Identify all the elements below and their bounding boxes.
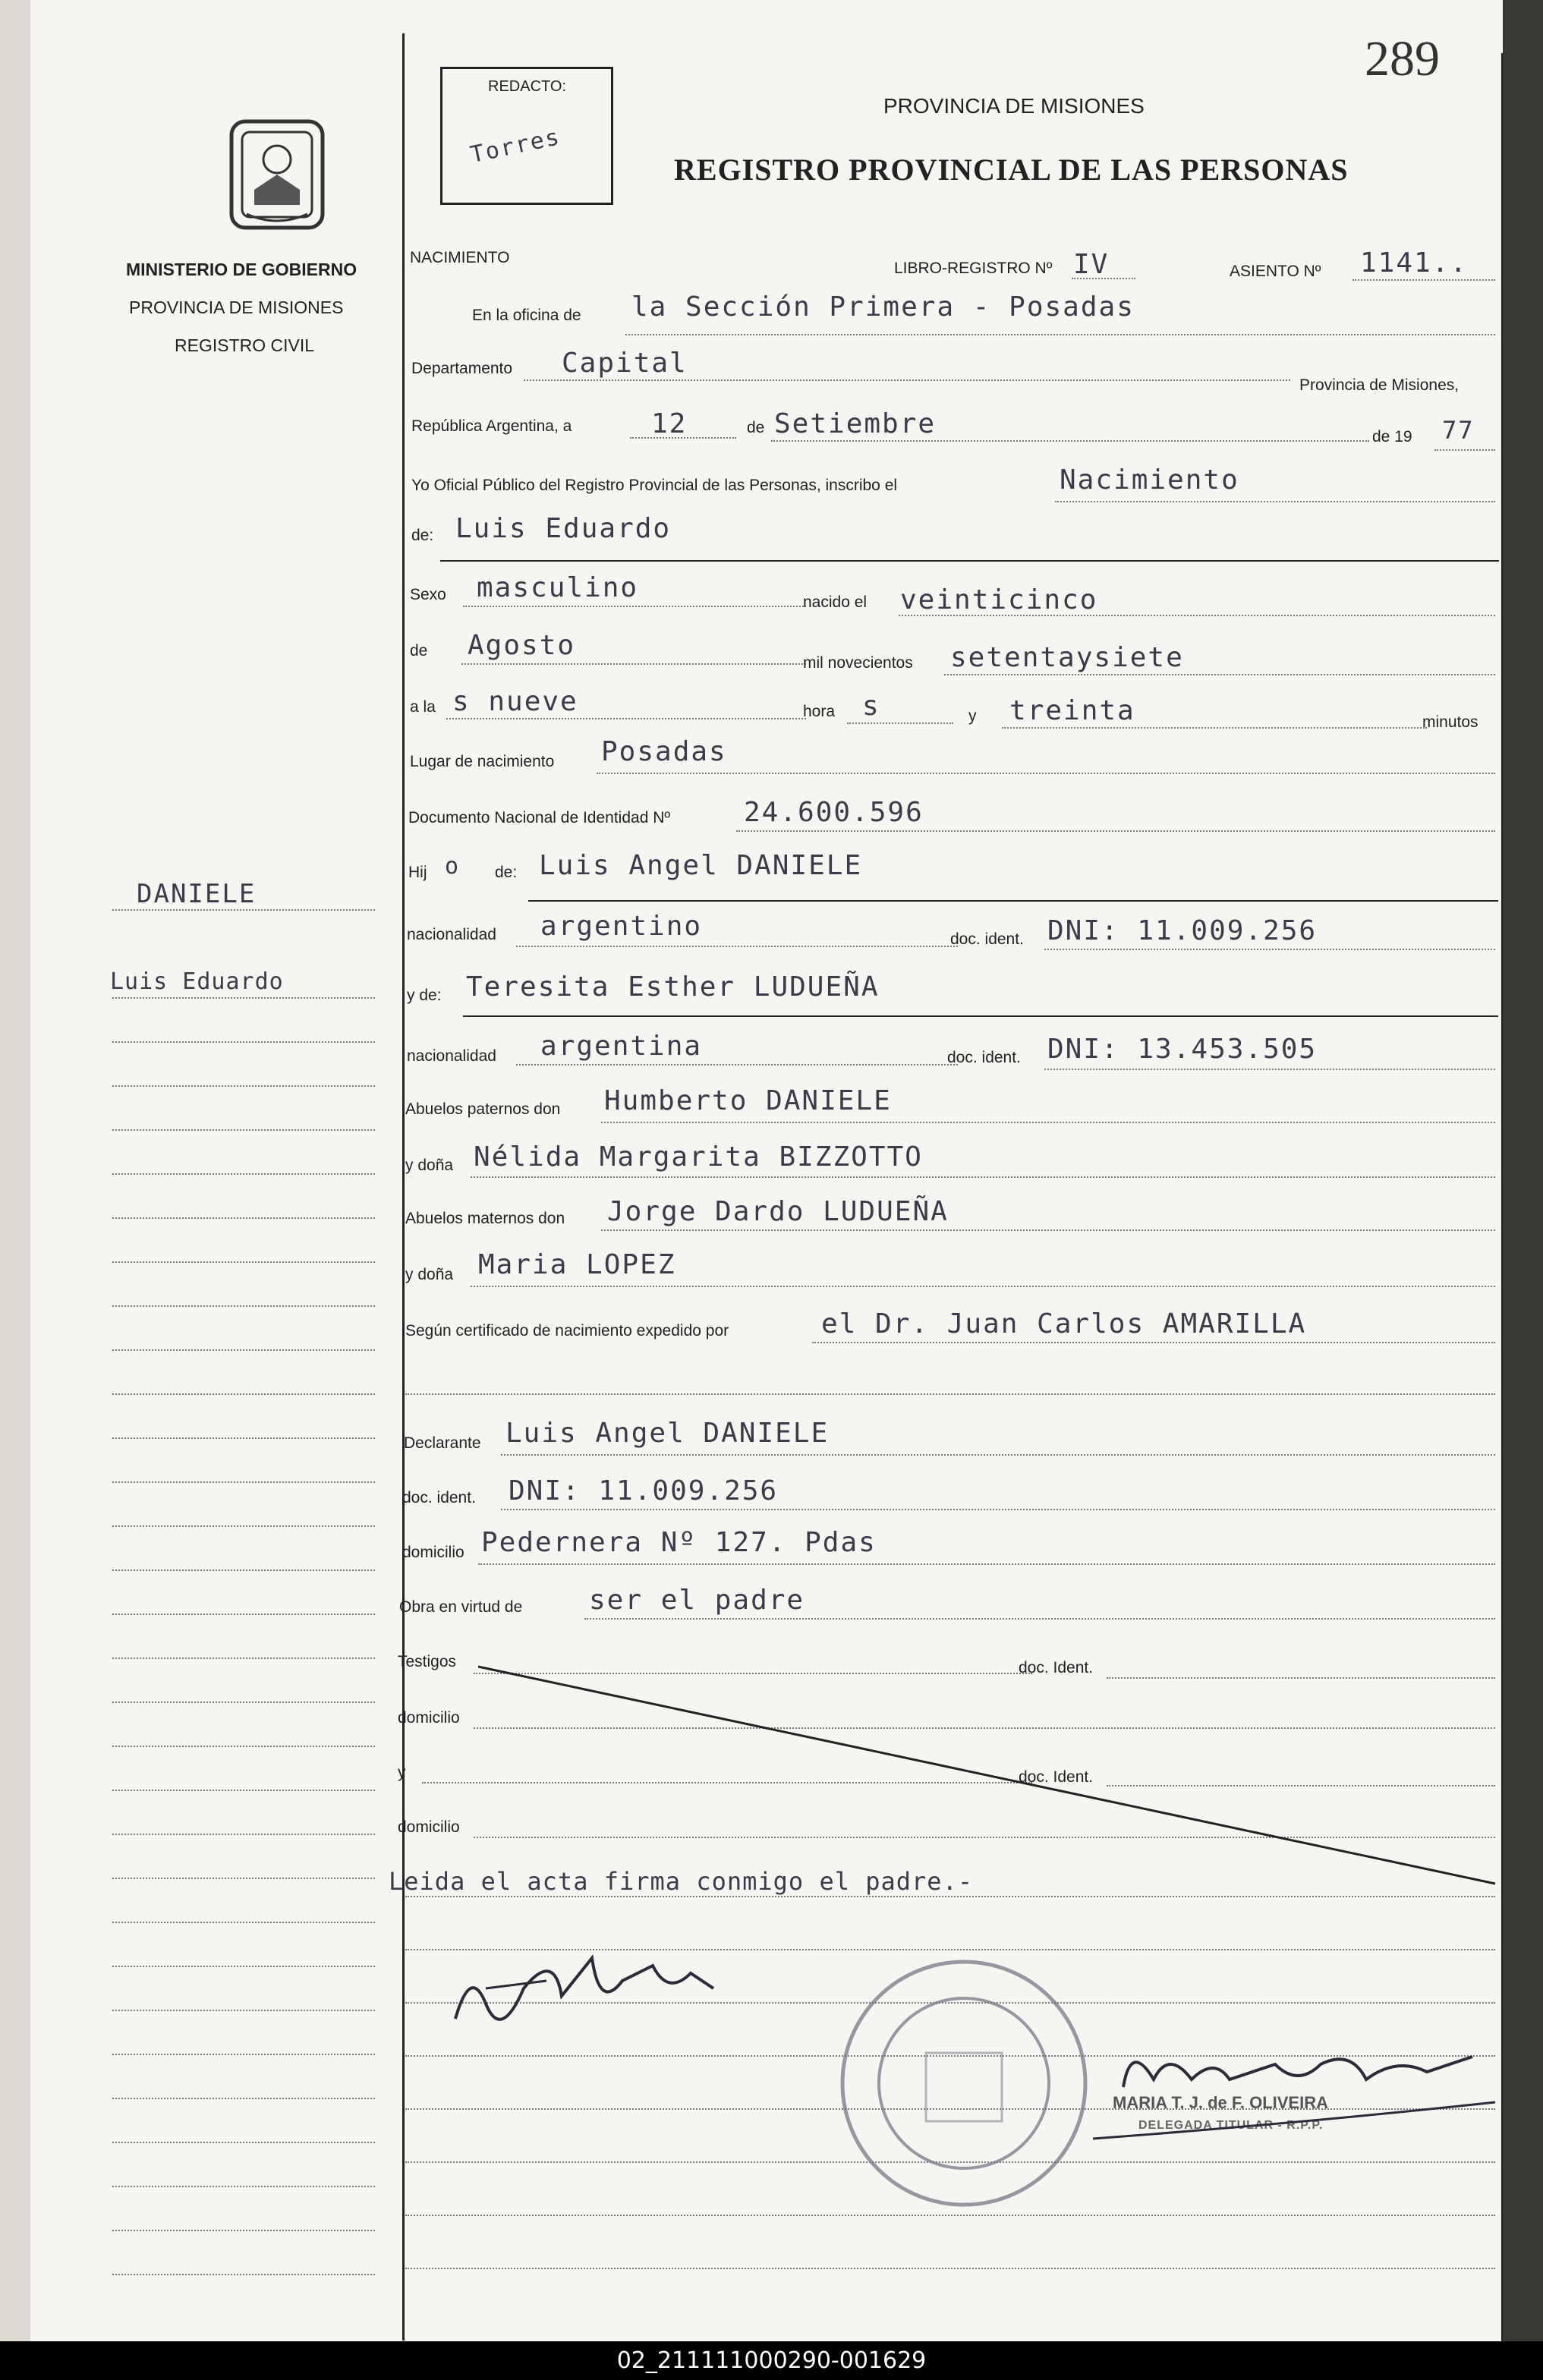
sidebar-empty-line xyxy=(112,1966,375,1967)
abuelos-p-dona: Nélida Margarita BIZZOTTO xyxy=(474,1141,923,1173)
asiento-line xyxy=(1352,279,1495,281)
father-doc-value: DNI: 11.009.256 xyxy=(1047,915,1318,946)
certificado-line xyxy=(812,1342,1495,1343)
lugar-value: Posadas xyxy=(601,736,727,767)
sidebar-empty-line xyxy=(112,1658,375,1659)
mil-label: mil novecientos xyxy=(803,654,913,672)
lugar-label: Lugar de nacimiento xyxy=(410,753,555,770)
page-empty-line xyxy=(405,1896,1495,1897)
testigos-doc-label: doc. Ident. xyxy=(1019,1659,1094,1676)
abuelos-p-line xyxy=(601,1122,1495,1123)
father-doc-label: doc. ident. xyxy=(950,930,1024,948)
de-name-label: de: xyxy=(411,527,434,544)
hijo-suffix: o xyxy=(445,853,461,880)
libro-label: LIBRO-REGISTRO Nº xyxy=(894,260,1053,277)
redacto-box xyxy=(440,67,613,205)
dni-line xyxy=(736,830,1495,832)
sidebar-empty-line xyxy=(112,1746,375,1747)
month-line xyxy=(771,440,1369,442)
mother-nat-line xyxy=(516,1064,958,1066)
sidebar-empty-line xyxy=(112,2098,375,2099)
abuelos-p-don: Humberto DANIELE xyxy=(604,1085,892,1116)
sidebar-empty-line xyxy=(112,1481,375,1483)
abuelos-p-dona-line xyxy=(471,1176,1495,1178)
father-nat-label: nacionalidad xyxy=(407,926,496,943)
sidebar-line-2 xyxy=(112,997,375,999)
mil-line xyxy=(944,674,1495,675)
hijo-de-label: de: xyxy=(495,864,518,881)
sidebar-empty-line xyxy=(112,1834,375,1835)
sidebar-surname: DANIELE xyxy=(137,879,257,909)
de-name-value: Luis Eduardo xyxy=(455,513,672,544)
abuelos-m-dona: Maria LOPEZ xyxy=(478,1249,676,1280)
testigos-label: Testigos xyxy=(398,1653,457,1670)
sidebar-empty-line xyxy=(112,1085,375,1087)
dni-label: Documento Nacional de Identidad Nº xyxy=(408,809,671,826)
domicilio-value: Pedernera Nº 127. Pdas xyxy=(481,1527,877,1558)
decl-doc-value: DNI: 11.009.256 xyxy=(509,1475,779,1506)
mother-doc-line xyxy=(1044,1069,1495,1070)
day-line xyxy=(630,437,736,439)
sidebar-empty-line xyxy=(112,1790,375,1791)
y-testigo-doc-label: doc. Ident. xyxy=(1019,1768,1094,1786)
page-number: 289 xyxy=(1365,31,1440,87)
sidebar-empty-line xyxy=(112,2142,375,2143)
yo-oficial-line xyxy=(1055,501,1495,502)
asiento-value: 1141.. xyxy=(1360,247,1469,279)
y-testigo-label: y xyxy=(398,1764,406,1781)
year-label: de 19 xyxy=(1372,428,1412,445)
left-margin-rule xyxy=(402,33,405,2341)
sidebar-empty-line xyxy=(112,1878,375,1879)
yo-oficial-value: Nacimiento xyxy=(1060,464,1239,496)
father-value: Luis Angel DANIELE xyxy=(539,850,863,881)
sidebar-empty-line xyxy=(112,1041,375,1043)
sidebar-empty-line xyxy=(112,1349,375,1351)
mother-value: Teresita Esther LUDUEÑA xyxy=(466,971,880,1003)
official-stamp xyxy=(835,1954,1093,2212)
act-type-label: NACIMIENTO xyxy=(410,249,510,266)
y-line xyxy=(1002,727,1427,729)
sidebar-empty-line xyxy=(112,2054,375,2055)
book-binding xyxy=(0,0,30,2341)
provincia-suffix: Provincia de Misiones, xyxy=(1299,376,1460,394)
testigos-domicilio-label: domicilio xyxy=(398,1709,460,1727)
domicilio-label: domicilio xyxy=(402,1544,464,1561)
abuelos-p-label: Abuelos paternos don xyxy=(405,1100,561,1118)
abuelos-m-dona-line xyxy=(471,1286,1495,1287)
sexo-label: Sexo xyxy=(410,586,446,603)
abuelos-p-dona-label: y doña xyxy=(405,1157,454,1174)
certificado-label: Según certificado de nacimiento expedido por xyxy=(405,1322,729,1340)
page-empty-line xyxy=(405,2268,1495,2269)
header-title: REGISTRO PROVINCIAL DE LAS PERSONAS xyxy=(674,153,1349,187)
certificado-line-2 xyxy=(405,1393,1495,1395)
father-rule xyxy=(528,900,1498,902)
departamento-line xyxy=(524,379,1290,381)
asiento-label: ASIENTO Nº xyxy=(1230,263,1321,280)
page-empty-line xyxy=(405,2215,1495,2216)
sidebar-empty-line xyxy=(112,1173,375,1175)
sexo-value: masculino xyxy=(477,572,639,603)
de-month-label: de xyxy=(410,642,428,660)
day-value: 12 xyxy=(651,408,688,439)
ala-value: s nueve xyxy=(452,686,578,717)
mother-rule xyxy=(463,1015,1498,1017)
nacido-label: nacido el xyxy=(803,593,868,611)
libro-line xyxy=(1072,278,1135,279)
sidebar-given-names: Luis Eduardo xyxy=(110,968,284,995)
nacido-line xyxy=(899,615,1495,616)
sidebar-empty-line xyxy=(112,2230,375,2231)
father-nat-line xyxy=(516,946,958,947)
libro-value: IV xyxy=(1073,249,1110,280)
testigo2-domicilio-label: domicilio xyxy=(398,1818,460,1836)
oficina-value: la Sección Primera - Posadas xyxy=(631,291,1135,323)
redacto-label: REDACTO: xyxy=(488,78,566,95)
sidebar-empty-line xyxy=(112,1569,375,1571)
hora-line xyxy=(847,722,953,724)
abuelos-m-don: Jorge Dardo LUDUEÑA xyxy=(607,1196,949,1227)
sidebar-empty-line xyxy=(112,1261,375,1263)
sidebar-empty-line xyxy=(112,1922,375,1923)
sidebar-empty-line xyxy=(112,1437,375,1439)
sidebar-empty-line xyxy=(112,1393,375,1395)
mother-doc-label: doc. ident. xyxy=(947,1049,1021,1066)
coat-of-arms-icon xyxy=(224,114,330,235)
republica-label: República Argentina, a xyxy=(411,417,572,435)
dni-value: 24.600.596 xyxy=(744,797,924,828)
mother-label: y de: xyxy=(407,987,442,1004)
year-value: 77 xyxy=(1442,416,1475,445)
mother-doc-value: DNI: 13.453.505 xyxy=(1047,1034,1318,1065)
abuelos-m-label: Abuelos maternos don xyxy=(405,1210,565,1227)
redacto-value: Torres xyxy=(468,123,563,169)
sidebar-province-label: PROVINCIA DE MISIONES xyxy=(129,298,344,317)
nacido-value: veinticinco xyxy=(900,584,1098,615)
sidebar-empty-line xyxy=(112,1525,375,1527)
sidebar-empty-line xyxy=(112,1305,375,1307)
declarante-value: Luis Angel DANIELE xyxy=(505,1418,830,1449)
leida-value: Leida el acta firma conmigo el padre.- xyxy=(389,1867,974,1896)
abuelos-m-line xyxy=(601,1229,1495,1231)
month-value: Setiembre xyxy=(774,408,937,439)
birth-month-line xyxy=(461,663,806,665)
departamento-value: Capital xyxy=(562,348,688,379)
domicilio-line xyxy=(478,1563,1495,1565)
sidebar-empty-line xyxy=(112,2010,375,2011)
mother-nat-value: argentina xyxy=(540,1031,703,1062)
de-label: de xyxy=(747,419,765,436)
official-signature xyxy=(1108,2034,1488,2102)
obra-value: ser el padre xyxy=(589,1585,805,1616)
ala-label: a la xyxy=(410,698,436,716)
oficina-label: En la oficina de xyxy=(472,307,581,324)
departamento-label: Departamento xyxy=(411,360,513,377)
birth-month-value: Agosto xyxy=(468,630,576,661)
year-line xyxy=(1434,449,1495,451)
mil-value: setentaysiete xyxy=(950,642,1184,673)
document-page xyxy=(30,0,1504,2341)
witness-strike-line xyxy=(478,1662,1503,1890)
sidebar-empty-line xyxy=(112,2274,375,2275)
minutos-label: minutos xyxy=(1422,713,1478,731)
header-province: PROVINCIA DE MISIONES xyxy=(883,94,1145,118)
ala-line xyxy=(446,718,806,719)
declarant-signature xyxy=(440,1935,744,2034)
sidebar-empty-line xyxy=(112,1613,375,1615)
obra-line xyxy=(584,1618,1495,1620)
official-title: DELEGADA TITULAR - R.P.P. xyxy=(1138,2119,1324,2132)
sidebar-empty-line xyxy=(112,2186,375,2187)
mother-nat-label: nacionalidad xyxy=(407,1047,496,1065)
y-label: y xyxy=(968,707,977,725)
image-caption: 02_211111000290-001629 xyxy=(0,2341,1543,2380)
name-rule xyxy=(440,560,1499,562)
certificado-value: el Dr. Juan Carlos AMARILLA xyxy=(821,1308,1307,1340)
oficina-line xyxy=(625,334,1495,335)
official-underline xyxy=(1093,2101,1503,2146)
sidebar-line-1 xyxy=(112,909,375,911)
declarante-line xyxy=(501,1454,1495,1456)
sidebar-registry-label: REGISTRO CIVIL xyxy=(175,335,315,355)
abuelos-m-dona-label: y doña xyxy=(405,1266,454,1283)
decl-doc-line xyxy=(501,1509,1495,1510)
declarante-label: Declarante xyxy=(404,1434,481,1452)
sidebar-empty-line xyxy=(112,1217,375,1219)
sidebar-empty-line xyxy=(112,1702,375,1703)
yo-oficial-label: Yo Oficial Público del Registro Provincial de las Personas, inscribo el xyxy=(411,477,898,494)
hijo-label: Hij xyxy=(408,864,427,881)
page-edge xyxy=(1503,0,1543,2341)
decl-doc-label: doc. ident. xyxy=(402,1489,476,1506)
hora-value: s xyxy=(862,691,880,722)
lugar-line xyxy=(597,773,1495,774)
ministry-label: MINISTERIO DE GOBIERNO xyxy=(126,260,357,279)
official-name: MARIA T. J. de F. OLIVEIRA xyxy=(1113,2093,1328,2112)
hora-label: hora xyxy=(803,703,836,720)
sidebar-empty-line xyxy=(112,1129,375,1131)
father-nat-value: argentino xyxy=(540,911,703,942)
sexo-line xyxy=(463,606,806,607)
father-doc-line xyxy=(1044,949,1495,950)
obra-label: Obra en virtud de xyxy=(399,1598,523,1616)
y-value: treinta xyxy=(1009,695,1135,726)
